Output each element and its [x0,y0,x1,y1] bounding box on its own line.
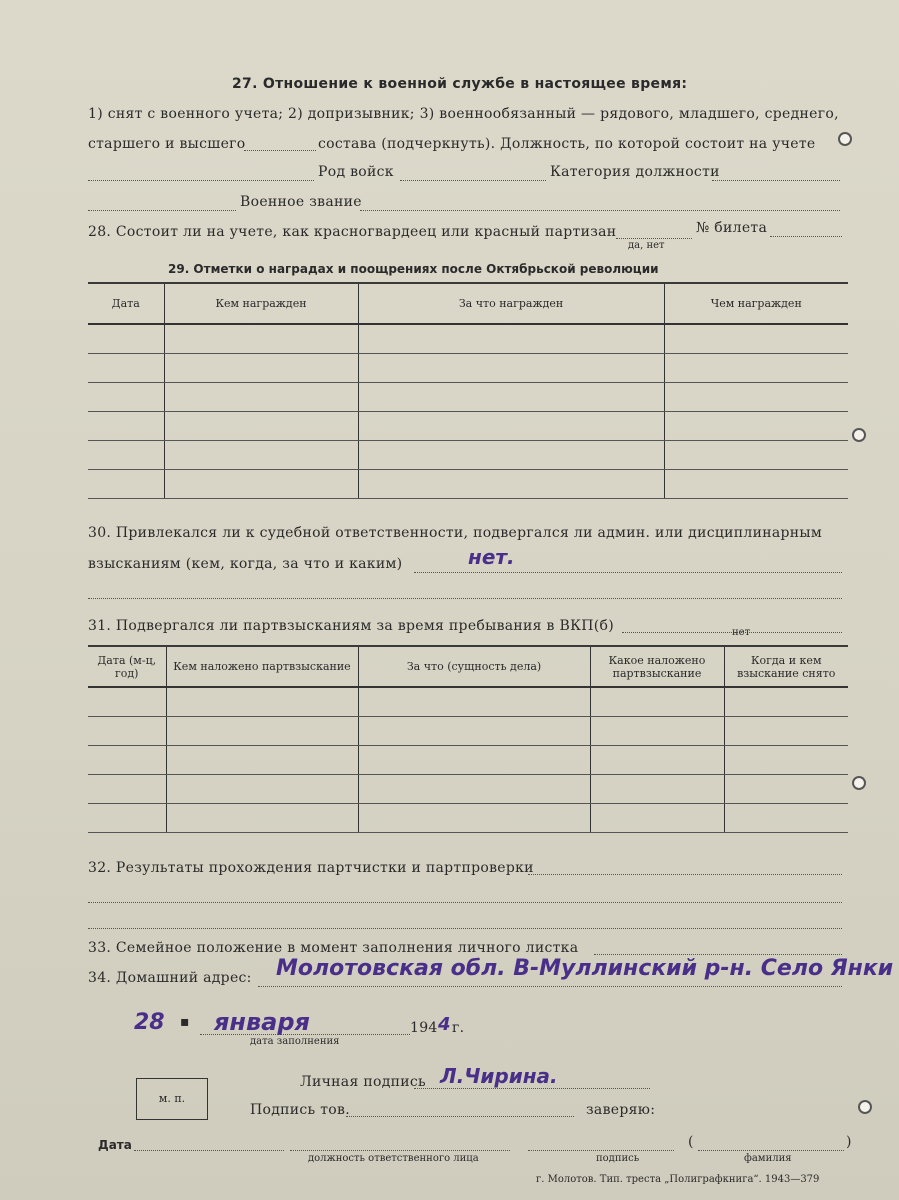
blank-line [414,572,842,573]
stamp-box: м. п. [136,1078,208,1120]
paren-open: ( [688,1134,694,1150]
awards-header-for-what: За что награжден [358,284,664,324]
q27-kategoriya: Категория должности [550,164,720,180]
q30-line1: 30. Привлекался ли к судебной ответственности, подвергался ли админ. или дисциплинарным [88,525,823,541]
table-row [88,774,848,803]
date-year-hand: 4 [438,1014,451,1035]
q29-title: 29. Отметки о наградах и поощрениях после Октябрьской революции [168,262,659,276]
q27-line1: 1) снят с военного учета; 2) допризывник; 3) военнообязанный — рядового, младшего, среднего, [88,106,839,122]
table-row [88,803,848,832]
awards-header-by-whom: Кем награжден [164,284,358,324]
q28-bilet: № билета [696,220,768,236]
blank-line [134,1150,284,1151]
date-dot: ▪ [180,1014,190,1030]
date-day: 28 [134,1010,165,1035]
caption-familiya: фамилия [744,1153,792,1164]
q34-answer: Молотовская обл. В-Муллинский р-н. Село Янки [276,956,894,981]
blank-line [88,902,842,903]
table-row [88,440,848,469]
q27-line2b: состава (подчеркнуть). Должность, по которой состоит на учете [318,136,816,152]
date-year-suffix: г. [452,1020,465,1036]
q31-hint: нет [732,627,751,638]
blank-line [88,210,236,211]
q27-rod-voisk: Род войск [318,164,394,180]
printer-imprint: г. Молотов. Тип. треста „Полиграфкнига“. 1943—379 [536,1174,820,1185]
penalty-header-removed: Когда и кем взыскание снято [724,647,848,687]
blank-line [258,986,842,987]
penalty-header-by-whom: Кем наложено партвзыскание [166,647,358,687]
blank-line [414,1088,650,1089]
awards-table [88,284,848,499]
blank-line [770,236,842,237]
q28-hint: да, нет [628,240,665,251]
q28-text: 28. Состоит ли на учете, как красногвардеец или красный партизан [88,224,617,240]
q31-text: 31. Подвергался ли партвзысканиям за время пребывания в ВКП(б) [88,618,614,634]
blank-line [88,928,842,929]
q27-line2a: старшего и высшего [88,136,246,152]
blank-line [594,954,842,955]
blank-line [88,180,314,181]
podpis-tov-label: Подпись тов. [250,1102,350,1118]
blank-line [528,1150,674,1151]
date-year-prefix: 194 [410,1020,438,1036]
q30-answer: нет. [468,545,515,569]
zaveryayu-label: заверяю: [586,1102,656,1118]
date-month: января [214,1008,310,1036]
table-row [88,353,848,382]
penalty-header-type: Какое наложено партвзыскание [590,647,724,687]
data-label: Дата [98,1138,132,1152]
table-row [88,716,848,745]
blank-line [290,1150,510,1151]
blank-line [200,1034,410,1035]
awards-header-date: Дата [88,284,164,324]
blank-line [400,180,546,181]
blank-line [698,1150,844,1151]
binder-hole [852,428,866,442]
caption-podpis: подпись [596,1153,640,1164]
blank-line [346,1116,574,1117]
q30-line2: взысканиям (кем, когда, за что и каким) [88,556,403,572]
q27-title: 27. Отношение к военной службе в настоящее время: [232,76,688,92]
blank-line [88,598,842,599]
q32-text: 32. Результаты прохождения партчистки и партпроверки [88,860,534,876]
date-caption: дата заполнения [250,1036,340,1047]
table-row [88,382,848,411]
binder-hole [858,1100,872,1114]
q27-zvanie: Военное звание [240,194,362,210]
table-row [88,687,848,716]
party-penalties-table [88,647,848,833]
binder-hole [838,132,852,146]
q33-text: 33. Семейное положение в момент заполнения личного листка [88,940,579,956]
paren-close: ) [846,1134,852,1150]
blank-line [528,874,842,875]
table-row [88,324,848,353]
blank-line [616,238,692,239]
awards-header-award: Чем награжден [664,284,848,324]
penalty-header-date: Дата (м-ц, год) [88,647,166,687]
table-row [88,469,848,498]
blank-line [244,150,316,151]
signature-value: Л.Чирина. [440,1064,558,1088]
penalty-header-for-what: За что (сущность дела) [358,647,590,687]
table-row [88,745,848,774]
caption-dolzhnost: должность ответственного лица [308,1153,479,1164]
blank-line [712,180,840,181]
signature-label: Личная подпись [300,1074,426,1090]
table-row [88,411,848,440]
blank-line [360,210,840,211]
q34-text: 34. Домашний адрес: [88,970,252,986]
binder-hole [852,776,866,790]
